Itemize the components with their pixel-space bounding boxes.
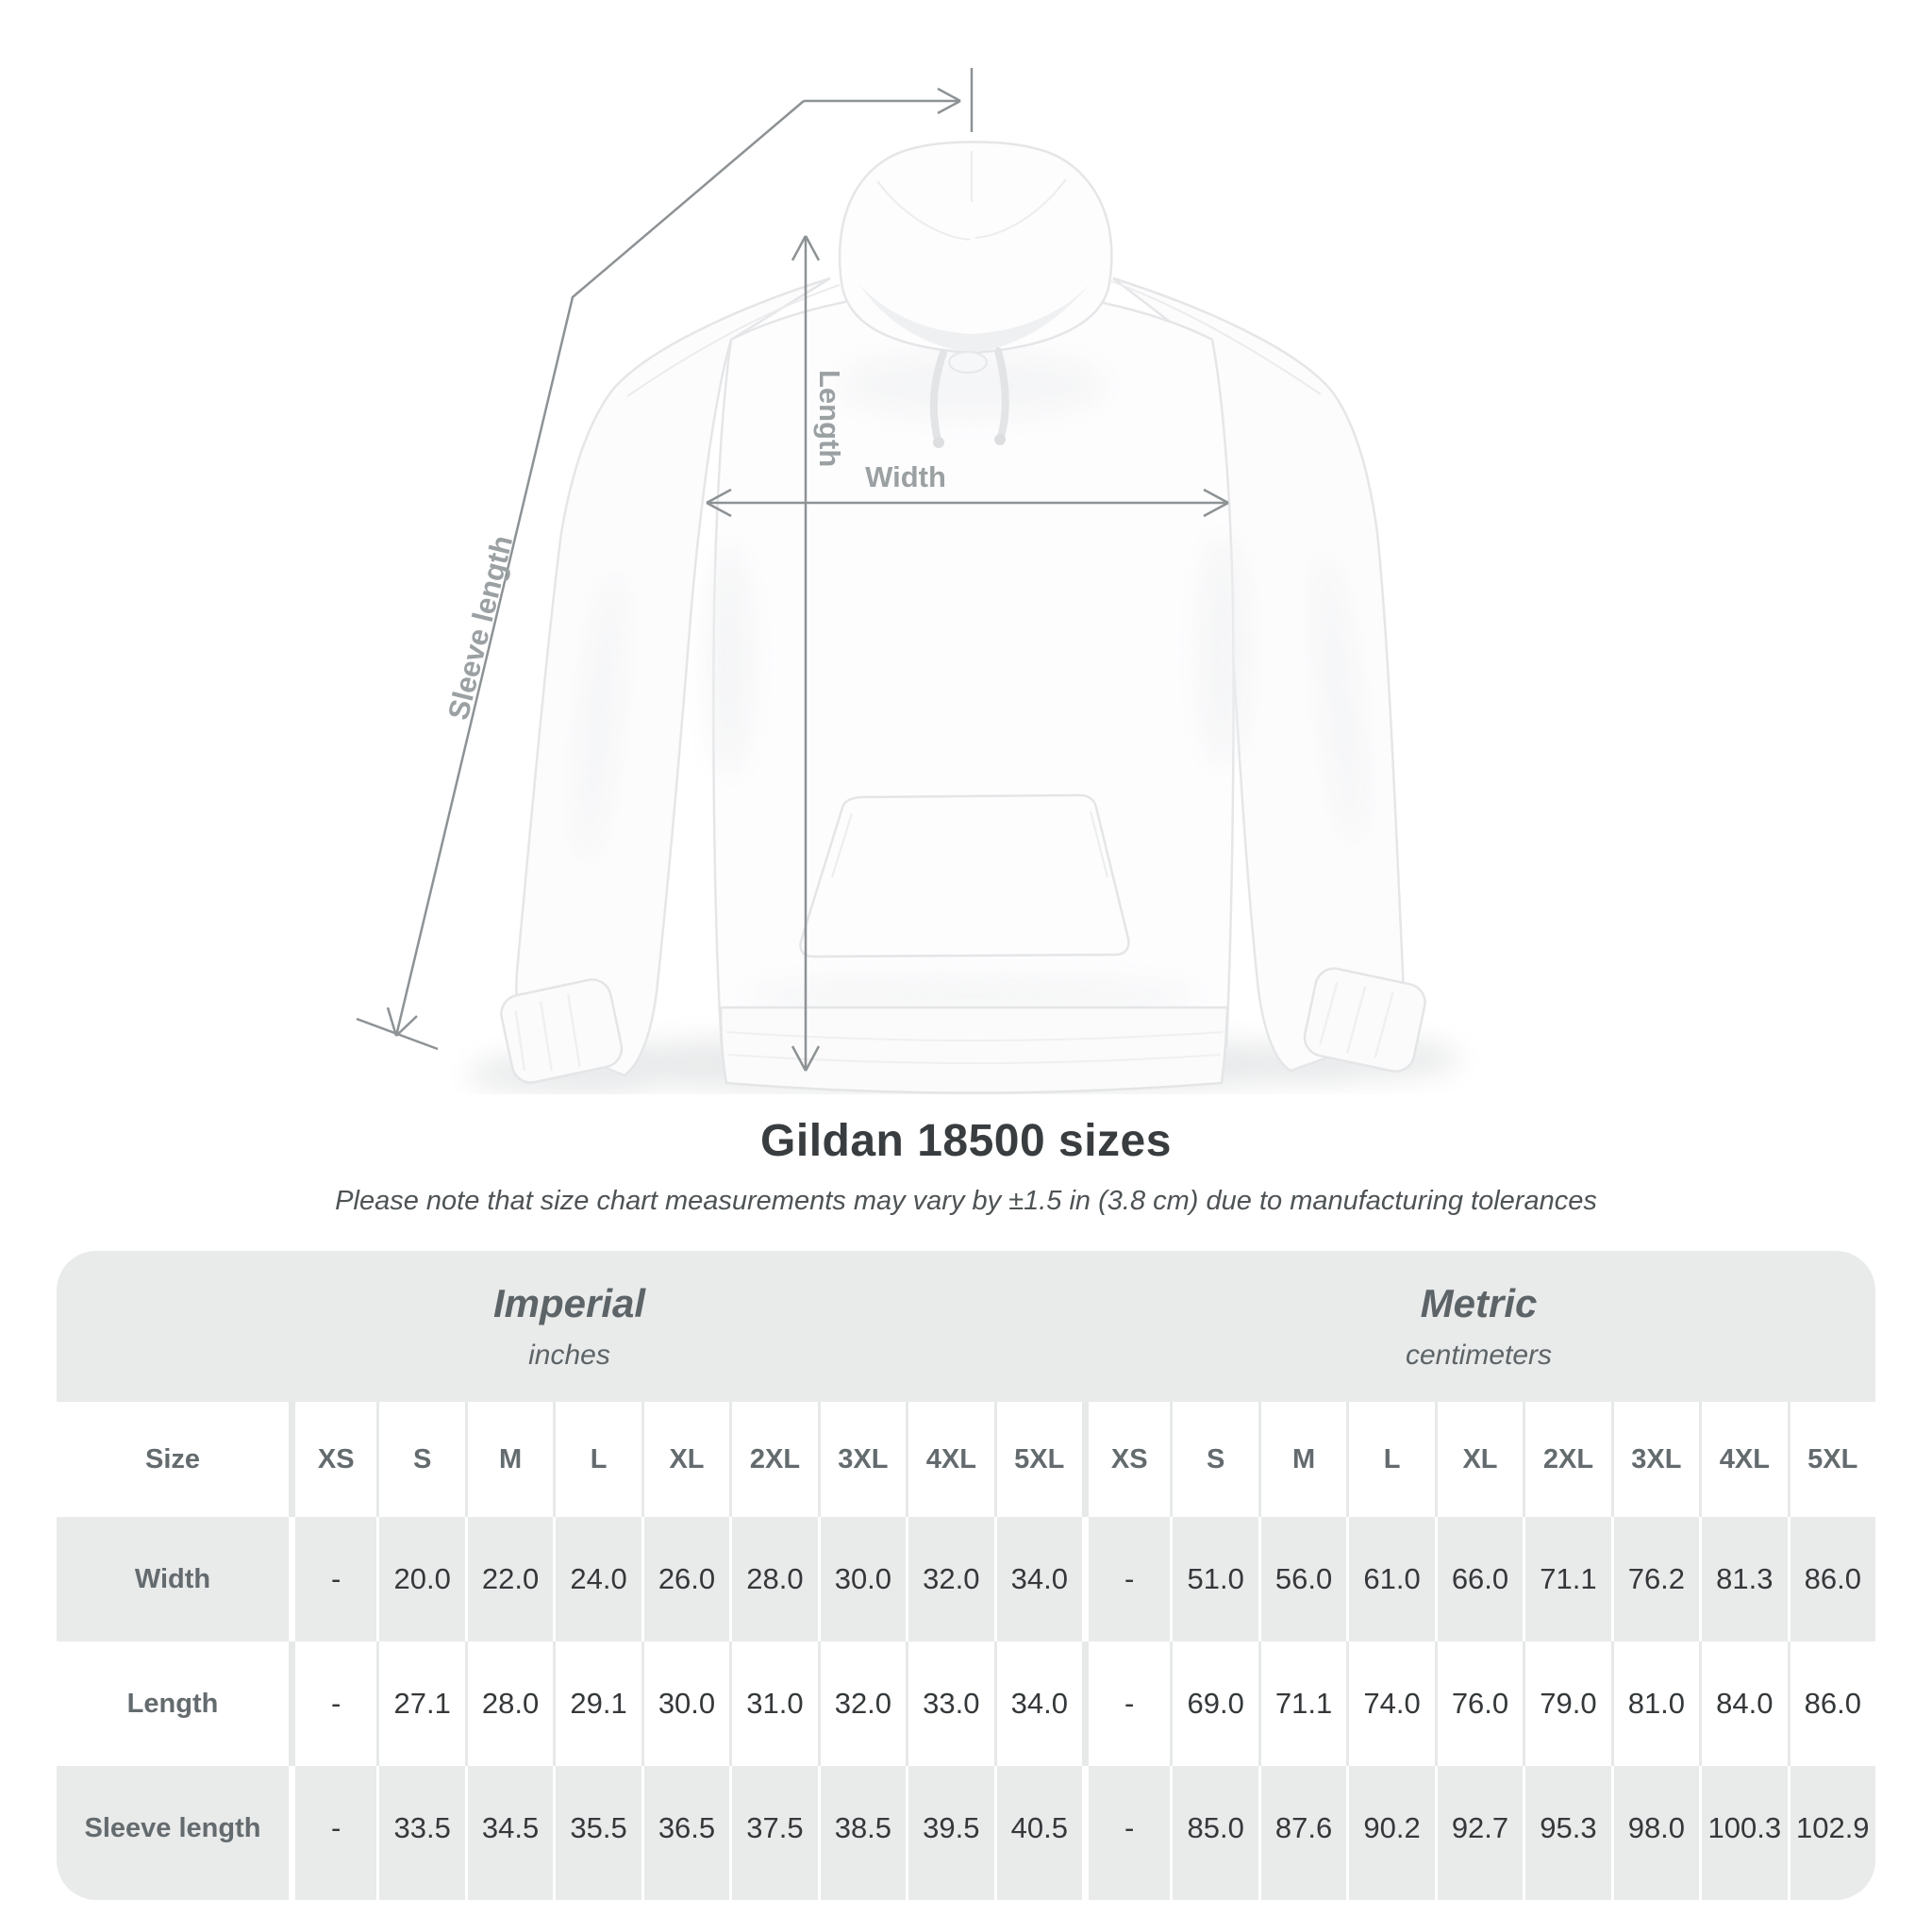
- row-label-cell: Length: [57, 1641, 289, 1766]
- measurement-value-imperial: 39.5: [906, 1766, 993, 1900]
- measurement-value-metric: 95.3: [1523, 1766, 1610, 1900]
- size-column-header: Size: [57, 1402, 289, 1517]
- measurement-value-metric: 56.0: [1258, 1517, 1346, 1641]
- size-header-metric: 4XL: [1699, 1402, 1787, 1517]
- hem-band: [721, 1008, 1227, 1093]
- measurement-value-metric: 66.0: [1435, 1517, 1523, 1641]
- measurement-value-imperial: 20.0: [376, 1517, 464, 1641]
- measurement-value-imperial: 26.0: [641, 1517, 729, 1641]
- page-title: Gildan 18500 sizes: [760, 1116, 1172, 1166]
- measurement-value-imperial: 24.0: [553, 1517, 641, 1641]
- metric-group-title: Metric: [1420, 1281, 1538, 1325]
- measurement-value-imperial: -: [289, 1766, 376, 1900]
- size-header-metric: XL: [1435, 1402, 1523, 1517]
- measurement-value-imperial: 31.0: [729, 1641, 817, 1766]
- measurement-value-metric: 51.0: [1170, 1517, 1257, 1641]
- measurement-value-metric: 81.3: [1699, 1517, 1787, 1641]
- measurement-value-imperial: 34.5: [465, 1766, 553, 1900]
- measurement-value-imperial: 36.5: [641, 1766, 729, 1900]
- row-label-cell: Width: [57, 1517, 289, 1641]
- measurement-value-imperial: -: [289, 1517, 376, 1641]
- measurement-value-metric: 76.0: [1435, 1641, 1523, 1766]
- tolerance-note: Please note that size chart measurements may vary by ±1.5 in (3.8 cm) due to manufacturing tolerances: [335, 1186, 1597, 1216]
- measurement-value-imperial: 37.5: [729, 1766, 817, 1900]
- measurement-value-metric: -: [1082, 1766, 1170, 1900]
- measurement-value-metric: 76.2: [1611, 1517, 1699, 1641]
- size-header-metric: M: [1258, 1402, 1346, 1517]
- size-header-imperial: S: [376, 1402, 464, 1517]
- measurement-value-imperial: 32.0: [906, 1517, 993, 1641]
- measurement-value-metric: 74.0: [1346, 1641, 1434, 1766]
- size-header-imperial: 5XL: [994, 1402, 1082, 1517]
- size-header-metric: S: [1170, 1402, 1257, 1517]
- size-header-imperial: 2XL: [729, 1402, 817, 1517]
- hood: [840, 142, 1111, 354]
- measurement-value-imperial: 33.5: [376, 1766, 464, 1900]
- imperial-group-header: [57, 1251, 1082, 1402]
- length-label: Length: [813, 370, 846, 468]
- size-header-metric: L: [1346, 1402, 1434, 1517]
- measurement-value-imperial: 29.1: [553, 1641, 641, 1766]
- measurement-value-imperial: 34.0: [994, 1641, 1082, 1766]
- measurement-value-metric: 84.0: [1699, 1641, 1787, 1766]
- measurement-value-imperial: 33.0: [906, 1641, 993, 1766]
- kangaroo-pocket: [801, 795, 1129, 957]
- measurement-value-metric: -: [1082, 1641, 1170, 1766]
- measurement-value-metric: 71.1: [1523, 1517, 1610, 1641]
- measurement-value-imperial: 32.0: [818, 1641, 906, 1766]
- metric-group-header: [1082, 1251, 1875, 1402]
- measurement-value-metric: 71.1: [1258, 1641, 1346, 1766]
- size-table: [57, 1251, 1875, 1900]
- measurement-value-metric: 79.0: [1523, 1641, 1610, 1766]
- size-header-imperial: XL: [641, 1402, 729, 1517]
- measurement-value-imperial: 35.5: [553, 1766, 641, 1900]
- measurement-value-metric: 81.0: [1611, 1641, 1699, 1766]
- measurement-grid: [57, 1402, 1875, 1900]
- size-header-metric: 2XL: [1523, 1402, 1610, 1517]
- measurement-value-imperial: 34.0: [994, 1517, 1082, 1641]
- measurement-value-imperial: 30.0: [641, 1641, 729, 1766]
- imperial-group-units: inches: [528, 1340, 610, 1371]
- measurement-value-metric: 100.3: [1699, 1766, 1787, 1900]
- size-header-imperial: 4XL: [906, 1402, 993, 1517]
- measurement-value-imperial: 28.0: [729, 1517, 817, 1641]
- size-header-imperial: 3XL: [818, 1402, 906, 1517]
- size-header-imperial: M: [465, 1402, 553, 1517]
- metric-group-units: centimeters: [1405, 1340, 1553, 1371]
- measurement-value-imperial: -: [289, 1641, 376, 1766]
- measurement-value-metric: 102.9: [1788, 1766, 1875, 1900]
- measurement-value-imperial: 30.0: [818, 1517, 906, 1641]
- measurement-value-imperial: 27.1: [376, 1641, 464, 1766]
- width-label: Width: [865, 460, 946, 493]
- size-header-metric: 3XL: [1611, 1402, 1699, 1517]
- measurement-value-metric: 69.0: [1170, 1641, 1257, 1766]
- row-label-cell: Sleeve length: [57, 1766, 289, 1900]
- measurement-value-metric: 90.2: [1346, 1766, 1434, 1900]
- measurement-value-metric: 86.0: [1788, 1517, 1875, 1641]
- sleeve-length-label: Sleeve length: [441, 532, 520, 724]
- size-header-metric: 5XL: [1788, 1402, 1875, 1517]
- measurement-value-metric: -: [1082, 1517, 1170, 1641]
- measurement-value-metric: 87.6: [1258, 1766, 1346, 1900]
- measurement-value-imperial: 28.0: [465, 1641, 553, 1766]
- measurement-value-metric: 86.0: [1788, 1641, 1875, 1766]
- measurement-value-metric: 85.0: [1170, 1766, 1257, 1900]
- measurement-value-metric: 61.0: [1346, 1517, 1434, 1641]
- size-header-imperial: XS: [289, 1402, 376, 1517]
- unit-group-header-row: [57, 1251, 1875, 1402]
- size-header-imperial: L: [553, 1402, 641, 1517]
- measurement-value-metric: 92.7: [1435, 1766, 1523, 1900]
- measurement-value-metric: 98.0: [1611, 1766, 1699, 1900]
- measurement-value-imperial: 38.5: [818, 1766, 906, 1900]
- measurement-value-imperial: 22.0: [465, 1517, 553, 1641]
- imperial-group-title: Imperial: [492, 1281, 646, 1325]
- measurement-value-imperial: 40.5: [994, 1766, 1082, 1900]
- size-header-metric: XS: [1082, 1402, 1170, 1517]
